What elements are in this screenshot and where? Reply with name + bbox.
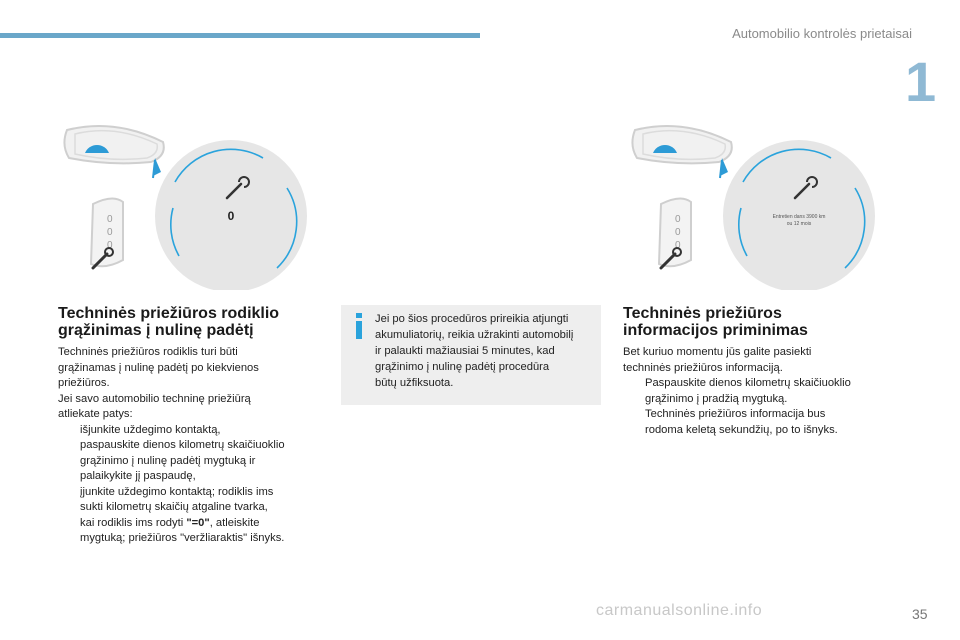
heading-line: Techninės priežiūros rodiklio <box>58 305 280 322</box>
watermark: carmanualsonline.info <box>596 602 763 619</box>
text-line: paspauskite dienos kilometrų skaičiuoklio <box>80 439 285 451</box>
list-item <box>58 423 328 439</box>
text-line: Jei savo automobilio techninę priežiūrą <box>58 392 251 405</box>
reset-illustration <box>55 120 320 290</box>
text-line: grąžinamas į nulinę padėtį po kiekvienos <box>58 361 259 374</box>
text-line: įjunkite uždegimo kontaktą; rodiklis ims <box>80 485 274 498</box>
text-line: Techninės priežiūros rodiklis turi būti <box>58 346 238 358</box>
odometer-dial <box>723 140 875 290</box>
text-fragment: , atleiskite <box>209 516 260 529</box>
reminder-illustration <box>625 120 890 290</box>
odometer-dial <box>155 140 307 290</box>
heading-line: grąžinimas į nulinę padėtį <box>58 322 254 339</box>
text-line: atliekate patys: <box>58 408 133 420</box>
svg-text:0: 0 <box>107 214 113 225</box>
text-line: rodoma keletą sekundžių, po to išnyks. <box>645 423 838 436</box>
heading-line: Techninės priežiūros <box>623 305 782 322</box>
text-line: akumuliatorių, reikia užrakinti automobilį <box>375 329 574 341</box>
list-item <box>58 516 328 547</box>
svg-text:0: 0 <box>675 227 681 238</box>
text-line: grąžinimo į nulinę padėtį procedūra <box>375 361 550 373</box>
text-line: ir palaukti mažiausiai 5 minutes, kad <box>375 345 555 357</box>
text-line: Techninės priežiūros informacija bus <box>645 408 826 420</box>
text-line: techninės priežiūros informaciją. <box>623 361 783 374</box>
text-fragment: kai rodiklis ims rodyti <box>80 516 187 529</box>
text-line: Bet kuriuo momentu jūs galite pasiekti <box>623 346 812 358</box>
list-item <box>58 438 328 485</box>
stalk-graphic <box>64 126 163 178</box>
svg-text:0: 0 <box>107 227 113 238</box>
display-value: "=0" <box>186 516 210 529</box>
dial-message-line-2: ou 12 mois <box>786 221 812 227</box>
dial-reading: 0 <box>227 209 235 223</box>
info-text <box>375 311 597 391</box>
text-line: Jei po šios procedūros prireikia atjungti <box>375 313 569 325</box>
reset-heading <box>58 305 328 339</box>
stalk-graphic <box>632 126 731 178</box>
list-item <box>58 485 328 516</box>
svg-text:0: 0 <box>107 240 113 251</box>
reminder-heading <box>623 305 903 339</box>
text-line: grąžinimo į nulinę padėtį mygtuką ir <box>80 454 256 467</box>
header-accent-bar <box>0 33 480 38</box>
text-line: išjunkite uždegimo kontaktą, <box>80 423 221 436</box>
text-line <box>80 516 328 532</box>
chapter-number: 1 <box>905 50 937 113</box>
svg-text:0: 0 <box>675 214 681 225</box>
text-line: priežiūros. <box>58 377 110 389</box>
info-icon <box>351 313 367 339</box>
section-title: Automobilio kontrolės prietaisai <box>732 26 912 41</box>
reminder-instructions <box>623 345 903 438</box>
heading-line: informacijos priminimas <box>623 322 808 339</box>
svg-text:0: 0 <box>675 240 681 251</box>
text-line: palaikykite jį paspaudę, <box>80 470 196 482</box>
text-line: būtų užfiksuota. <box>375 377 454 389</box>
text-line: Paspauskite dienos kilometrų skaičiuoklio <box>645 377 851 389</box>
text-line: mygtuką; priežiūros "veržliaraktis" išnyks. <box>80 532 285 544</box>
reset-instructions <box>58 345 328 547</box>
text-line: grąžinimo į pradžią mygtuką. <box>645 392 788 405</box>
text-line: sukti kilometrų skaičių atgaline tvarka, <box>80 501 268 513</box>
page-number: 35 <box>912 606 928 622</box>
dial-message-line-1: Entretien dans 3900 km <box>772 214 826 220</box>
list-item <box>623 376 903 438</box>
info-box <box>341 305 601 405</box>
